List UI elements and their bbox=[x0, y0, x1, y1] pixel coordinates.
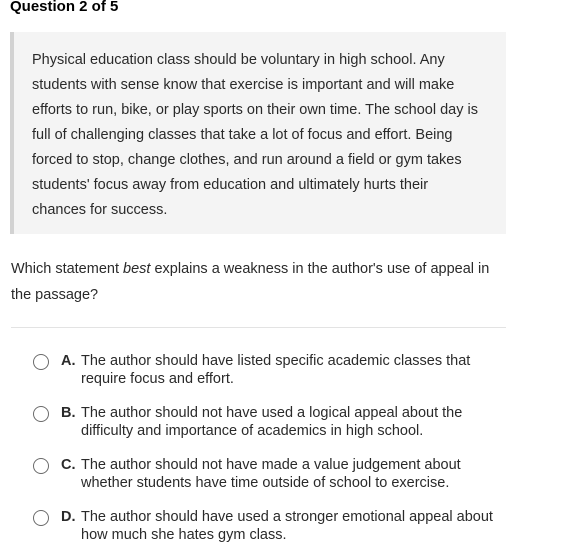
choice-letter-d: D. bbox=[61, 509, 76, 525]
choice-c[interactable] bbox=[32, 457, 512, 497]
choice-b[interactable] bbox=[32, 405, 512, 445]
divider bbox=[11, 327, 506, 328]
choice-text-b: The author should not have used a logical appeal about the difficulty and importance of academics in high school. bbox=[81, 405, 463, 439]
passage-box bbox=[10, 32, 506, 234]
choice-letter-b: B. bbox=[61, 405, 76, 421]
choice-d[interactable] bbox=[32, 509, 512, 549]
radio-button-d[interactable] bbox=[33, 510, 49, 526]
prompt-text-start: Which statement bbox=[11, 261, 124, 277]
passage-text: Physical education class should be voluntary in high school. Any students with sense know that exercise is important and will make efforts to run, bike, or play sports on their own time. The school day is full of challenging classes that take a lot of focus and effort. Being forced to stop, change clothes, and run around a field or gym takes students' focus away from education and ultimately hurts their chances for success. bbox=[32, 52, 478, 218]
choice-letter-a: A. bbox=[61, 353, 76, 369]
radio-button-a[interactable] bbox=[33, 354, 49, 370]
choice-a[interactable] bbox=[32, 353, 512, 393]
question-counter: Question 2 of 5 bbox=[10, 0, 119, 15]
choice-text-d: The author should have used a stronger emotional appeal about how much she hates gym class. bbox=[81, 509, 493, 543]
choice-text-a: The author should have listed specific academic classes that require focus and effort. bbox=[81, 353, 471, 387]
prompt-emphasis: best bbox=[123, 261, 151, 277]
choice-letter-c: C. bbox=[61, 457, 76, 473]
prompt-text-end: explains a weakness in the author's use of appeal in the passage? bbox=[11, 261, 490, 303]
question-prompt bbox=[11, 256, 506, 308]
choice-text-c: The author should not have made a value judgement about whether students have time outside of school to exercise. bbox=[81, 457, 461, 491]
radio-button-b[interactable] bbox=[33, 406, 49, 422]
radio-button-c[interactable] bbox=[33, 458, 49, 474]
